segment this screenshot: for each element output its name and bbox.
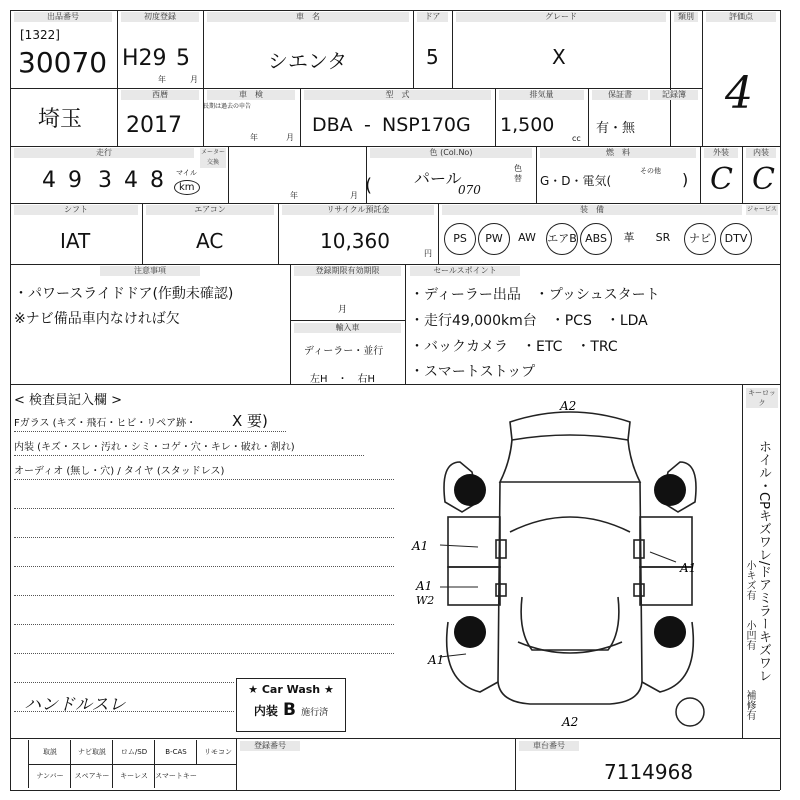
color-paren: ( xyxy=(365,175,373,196)
chassis-no-label: 車台番号 xyxy=(519,741,579,751)
reg-limit-label: 登録期限有効期限 xyxy=(294,266,401,276)
sales-point: ・ディーラー出品 ・プッシュスタート xyxy=(410,287,660,303)
type-cat-label: 類別 xyxy=(674,12,698,22)
accessory-item: 取説 xyxy=(28,740,71,764)
model-dash: - xyxy=(364,114,371,136)
equipment-item: AW xyxy=(518,231,536,244)
record-book-label: 記録簿 xyxy=(650,90,698,100)
diagram-mark: A2 xyxy=(560,399,577,413)
side-note: 小キズ有 xyxy=(744,560,755,600)
displacement-unit: cc xyxy=(572,134,581,143)
car-diagram xyxy=(400,392,740,732)
first-reg-month: 5 xyxy=(176,46,190,71)
handwritten-note: ハンドルスレ xyxy=(24,695,126,715)
inspection-label: 車 検 xyxy=(207,90,295,100)
mileage-year-mark: 年 xyxy=(290,191,298,200)
warranty-value: 有・無 xyxy=(596,121,636,136)
diagram-mark: W2 xyxy=(416,594,435,607)
import-dealer: ディーラー・並行 xyxy=(304,346,384,357)
inspection-year-mark: 年 xyxy=(250,133,258,142)
mileage-digit: 9 xyxy=(68,168,82,193)
warranty-label: 保証書 xyxy=(592,90,648,100)
first-reg-month-mark: 月 xyxy=(190,75,198,84)
equipment-item: エアB xyxy=(546,223,578,255)
equipment-label: 装 備 xyxy=(442,205,742,215)
key-lock-vertical: ホイル・CPキズワレ/ドアミラーキズワレ xyxy=(756,440,771,683)
doors-label: ドア xyxy=(417,12,448,22)
model-prefix: DBA xyxy=(312,114,353,136)
recycle-unit: 円 xyxy=(424,249,432,258)
car-name: シエンタ xyxy=(268,49,348,73)
year-value: 2017 xyxy=(126,113,182,138)
caution-label: 注意事項 xyxy=(100,266,200,276)
glass-x-mark: X 要) xyxy=(232,412,268,430)
mileage-digit: 4 xyxy=(124,168,138,193)
inspection-sub: 長期は過去の申告 xyxy=(203,103,252,110)
sales-point: ・スマートストップ xyxy=(410,364,536,380)
sales-point: ・走行49,000km台 ・PCS ・LDA xyxy=(410,313,648,329)
inspector-title: < 検査員記入欄 > xyxy=(14,393,123,408)
fuel-label: 燃 料 xyxy=(540,148,696,158)
color-label: 色 (Col.No) xyxy=(370,148,532,158)
color-change-label: 色替 xyxy=(514,164,522,183)
diagram-mark: A2 xyxy=(562,715,579,729)
inspector-line: オーディオ (無し・穴) / タイヤ (スタッドレス) xyxy=(14,466,225,477)
import-label: 輸入車 xyxy=(294,323,401,333)
interior-grade: C xyxy=(752,162,775,197)
diagram-mark: A1 xyxy=(412,539,429,553)
car-name-label: 車 名 xyxy=(207,12,409,22)
year-label: 西暦 xyxy=(121,90,199,100)
carwash-interior-label: 内装 xyxy=(253,704,278,718)
aircon-label: エアコン xyxy=(146,205,274,215)
displacement-label: 排気量 xyxy=(499,90,584,100)
fuel-close: ) xyxy=(682,170,689,189)
key-lock-label: キーロック xyxy=(746,388,778,408)
region-value: 埼玉 xyxy=(38,107,83,132)
chassis-no-value: 7114968 xyxy=(604,760,694,784)
inspector-line: 内装 (キズ・スレ・汚れ・シミ・コゲ・穴・キレ・破れ・割れ) xyxy=(14,442,295,453)
recycle-label: リサイクル預託金 xyxy=(282,205,434,215)
carwash-grade: B xyxy=(283,700,296,720)
exterior-label: 外装 xyxy=(704,148,738,158)
accessory-item: ナビ取説 xyxy=(70,740,113,764)
side-note: 補修有 xyxy=(744,690,755,720)
fuel-options: G・D・電気( xyxy=(540,174,612,188)
mileage-month-mark: 月 xyxy=(350,191,358,200)
mileage-digit: 4 xyxy=(42,168,56,193)
mileage-digit: 8 xyxy=(150,168,164,193)
equipment-item: SR xyxy=(655,231,671,244)
sales-point: ・バックカメラ ・ETC ・TRC xyxy=(410,339,618,355)
grade-label: グレード xyxy=(456,12,666,22)
aircon-value: AC xyxy=(196,229,224,253)
first-reg-era: H29 xyxy=(122,46,167,71)
mileage-label: 走行 xyxy=(14,148,194,158)
exterior-grade: C xyxy=(710,162,733,197)
accessory-item: ナンバー xyxy=(28,764,71,788)
import-handle: 左H ・ 右H xyxy=(310,374,376,385)
score-label: 評価点 xyxy=(706,12,776,22)
accessory-item: キーレス xyxy=(112,764,155,788)
displacement-value: 1,500 xyxy=(500,114,555,136)
carwash-stamp xyxy=(236,678,346,732)
doors-value: 5 xyxy=(426,45,439,69)
meter-change-label: メーター交換 xyxy=(200,149,225,166)
carwash-title: ★ Car Wash ★ xyxy=(248,683,334,696)
mileage-unit: km xyxy=(174,180,200,195)
equipment-item: ナビ xyxy=(684,223,716,255)
diagram-mark: A1 xyxy=(428,653,445,667)
inspection-month-mark: 月 xyxy=(286,133,294,142)
carwash-done: 施行済 xyxy=(301,708,329,718)
first-reg-year-mark: 年 xyxy=(158,75,166,84)
equipment-item: PW xyxy=(478,223,510,255)
accessory-item: スペアキー xyxy=(70,764,113,788)
lot-bracket: [1322] xyxy=(20,28,60,42)
glove-label: ジャービス xyxy=(747,206,777,213)
equipment-item: PS xyxy=(444,223,476,255)
grade-value: X xyxy=(552,45,566,69)
accessory-item: B-CAS xyxy=(154,740,197,764)
mileage-digit: 3 xyxy=(98,168,112,193)
shift-value: IAT xyxy=(60,229,91,253)
diagram-mark: A1 xyxy=(416,579,433,593)
equipment-item: ABS xyxy=(580,223,612,255)
equipment-item: 革 xyxy=(623,231,635,244)
recycle-value: 10,360 xyxy=(320,229,390,253)
lot-label: 出品番号 xyxy=(14,12,112,22)
accessory-item: リモコン xyxy=(196,740,239,764)
side-note: 小凹有 xyxy=(744,620,755,650)
caution-note: ※ナビ備品車内なければ欠 xyxy=(14,311,180,327)
caution-note: ・パワースライドドア(作動未確認) xyxy=(14,286,234,302)
reg-limit-month: 月 xyxy=(338,305,348,315)
interior-label: 内装 xyxy=(746,148,776,158)
shift-label: シフト xyxy=(14,205,138,215)
model-label: 型 式 xyxy=(304,90,491,100)
mileage-unit-top: マイル xyxy=(176,169,197,177)
color-name: パール xyxy=(414,169,462,188)
color-code: 070 xyxy=(458,183,481,197)
inspector-line: Fガラス (キズ・飛石・ヒビ・リペア跡・ xyxy=(14,418,197,429)
reg-no-label: 登録番号 xyxy=(240,741,300,751)
score-value: 4 xyxy=(725,68,753,119)
first-reg-label: 初度登録 xyxy=(121,12,199,22)
equipment-item: DTV xyxy=(720,223,752,255)
accessory-item: スマートキー xyxy=(154,764,197,788)
accessory-item: ロム/SD xyxy=(112,740,155,764)
sales-points-label: セールスポイント xyxy=(410,266,520,276)
lot-number: 30070 xyxy=(18,46,108,79)
diagram-mark: A1 xyxy=(680,561,697,575)
model-code: NSP170G xyxy=(382,114,471,136)
fuel-other-label: その他 xyxy=(640,167,661,175)
